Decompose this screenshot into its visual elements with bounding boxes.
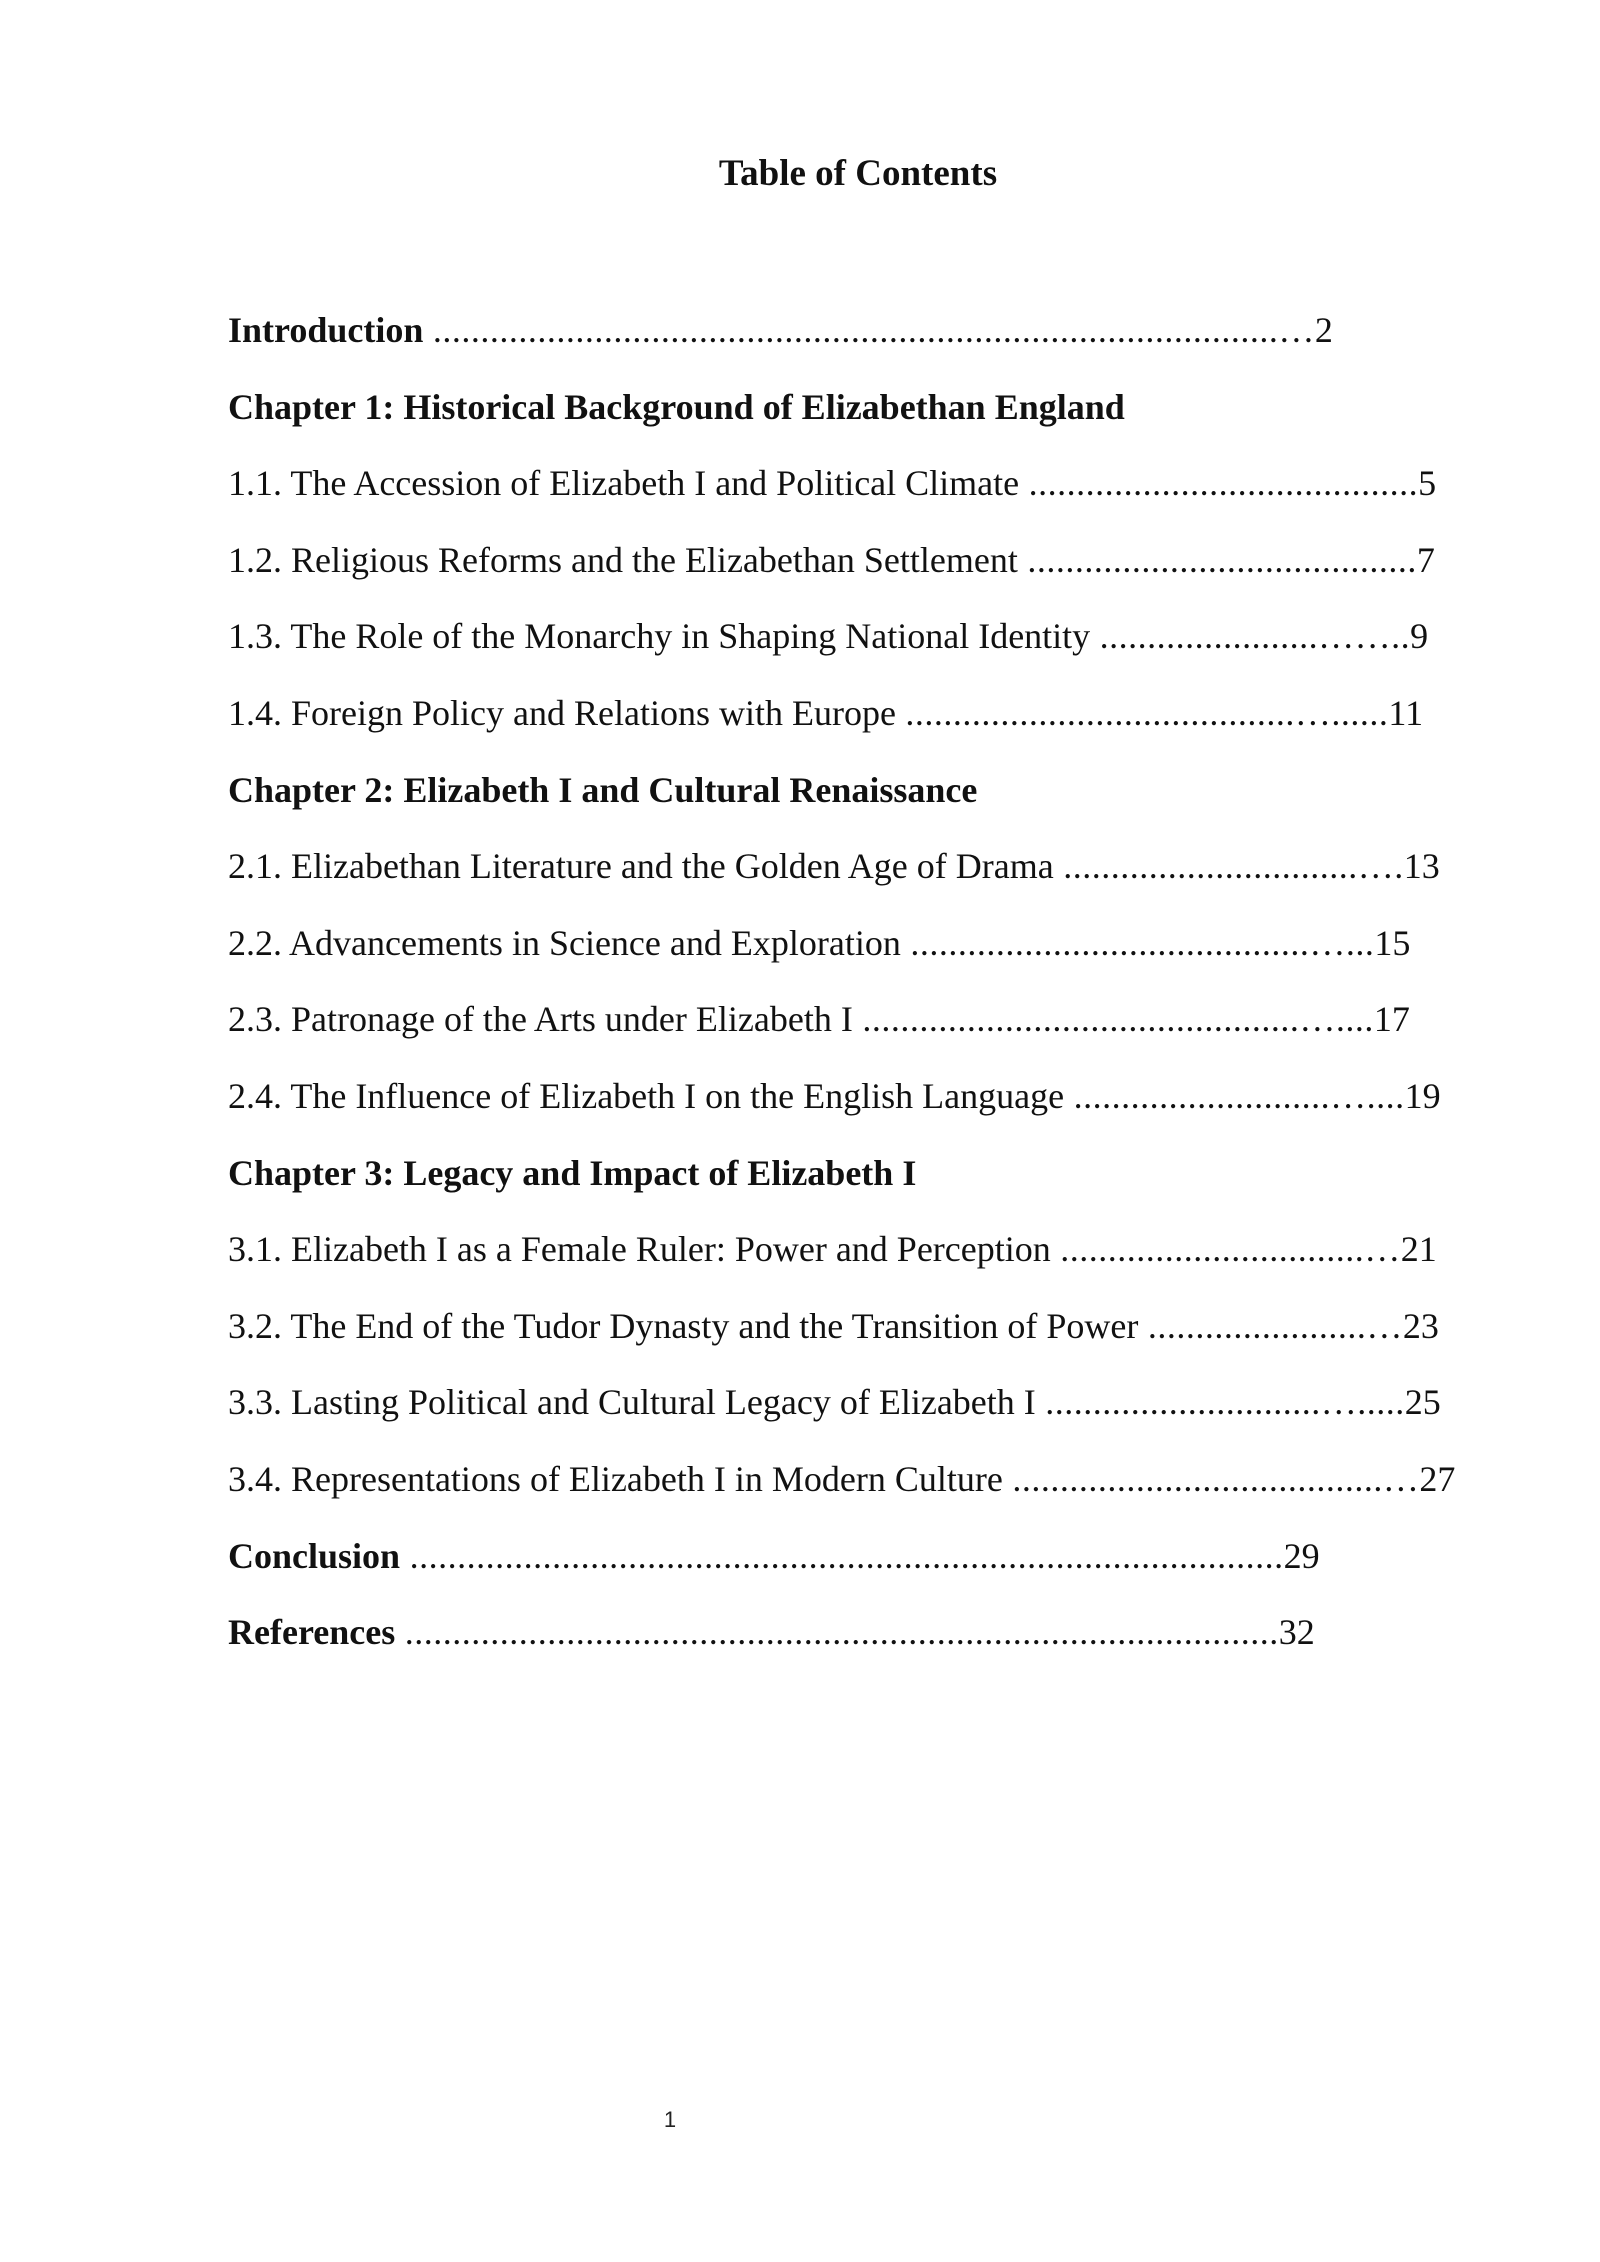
toc-page-number: 2: [1314, 310, 1333, 350]
toc-entry-label: Chapter 1: Historical Background of Elizabethan England: [228, 386, 1125, 427]
toc-entry[interactable]: [228, 1219, 1518, 1296]
toc-entry[interactable]: [228, 1602, 1518, 1679]
toc-entry-label: 3.4. Representations of Elizabeth I in Modern Culture: [228, 1458, 1003, 1499]
toc-entry[interactable]: [228, 1066, 1518, 1143]
toc-entry-label: 2.1. Elizabethan Literature and the Golden Age of Drama: [228, 846, 1054, 887]
toc-leader-dots: ............................................................................................: [400, 1535, 1284, 1576]
toc-entry-label: Conclusion: [228, 1535, 401, 1576]
toc-page-number: 23: [1402, 1305, 1439, 1346]
toc-entry[interactable]: [228, 453, 1518, 530]
toc-entry[interactable]: [228, 989, 1518, 1066]
toc-leader-dots: .............................….....: [1035, 1382, 1405, 1423]
toc-chapter-heading[interactable]: [228, 760, 1518, 837]
toc-entry[interactable]: [228, 1449, 1518, 1526]
toc-page-number: 13: [1403, 846, 1440, 887]
toc-entry-label: 3.2. The End of the Tudor Dynasty and the Transition of Power: [228, 1305, 1139, 1346]
toc-leader-dots: ..............................................…....: [852, 999, 1374, 1040]
toc-leader-dots: .........................................: [1017, 539, 1417, 580]
toc-entry-label: 1.3. The Role of the Monarchy in Shaping National Identity: [228, 616, 1091, 657]
toc-entry[interactable]: [228, 300, 1518, 377]
toc-entry[interactable]: [228, 1372, 1518, 1449]
toc-entry-label: 3.3. Lasting Political and Cultural Legacy of Elizabeth I: [228, 1382, 1036, 1423]
toc-entry[interactable]: [228, 913, 1518, 990]
toc-page-number: 5: [1418, 463, 1437, 504]
toc-entry-label: 1.1. The Accession of Elizabeth I and Political Climate: [228, 463, 1020, 504]
toc-entry[interactable]: [228, 836, 1518, 913]
toc-page-number: 21: [1400, 1229, 1437, 1270]
toc-leader-dots: .........................................................................................…: [423, 310, 1315, 350]
toc-page-number: 9: [1410, 616, 1429, 657]
toc-page-number: 11: [1388, 692, 1424, 733]
toc-entry[interactable]: [228, 683, 1518, 760]
toc-entry[interactable]: [228, 1296, 1518, 1373]
toc-entry-label: 3.1. Elizabeth I as a Female Ruler: Power and Perception: [228, 1229, 1051, 1270]
toc-leader-dots: ...............................….: [1053, 846, 1404, 887]
toc-page-number: 19: [1404, 1075, 1441, 1116]
toc-leader-dots: .........................................: [1019, 463, 1419, 504]
toc-entry[interactable]: [228, 606, 1518, 683]
toc-page-number: 25: [1404, 1382, 1441, 1423]
toc-page-number: 29: [1283, 1535, 1320, 1576]
page-title: Table of Contents: [718, 153, 998, 194]
toc-page-number: 15: [1374, 922, 1411, 963]
toc-entry-label: 2.3. Patronage of the Arts under Elizabeth I: [228, 999, 853, 1040]
toc-leader-dots: .........................................…......: [895, 692, 1389, 733]
toc-leader-dots: ...........................…....: [1064, 1075, 1405, 1116]
toc-entry-label: Chapter 2: Elizabeth I and Cultural Renaissance: [228, 769, 978, 810]
toc-leader-dots: ................................…: [1050, 1229, 1401, 1270]
page-number: 1: [663, 2107, 677, 2132]
toc-entry-label: Chapter 3: Legacy and Impact of Elizabeth I: [228, 1152, 917, 1193]
toc-chapter-heading[interactable]: [228, 377, 1518, 454]
toc-entry-label: References: [228, 1612, 396, 1653]
toc-entry[interactable]: [228, 530, 1518, 607]
toc-entry-label: Introduction: [228, 310, 424, 350]
toc-chapter-heading[interactable]: [228, 1143, 1518, 1220]
toc-leader-dots: .......................……..: [1090, 616, 1411, 657]
toc-leader-dots: .......................................…: [1002, 1458, 1420, 1499]
toc-page-number: 32: [1278, 1612, 1315, 1653]
toc-page-number: 27: [1419, 1458, 1456, 1499]
toc-page-number: 7: [1416, 539, 1435, 580]
toc-entry-label: 1.2. Religious Reforms and the Elizabethan Settlement: [228, 539, 1018, 580]
toc-entry-label: 1.4. Foreign Policy and Relations with Europe: [228, 692, 896, 733]
toc-entry-label: 2.2. Advancements in Science and Exploration: [228, 922, 901, 963]
toc-entry[interactable]: [228, 1526, 1518, 1603]
toc-leader-dots: .......................…: [1138, 1305, 1403, 1346]
toc-leader-dots: ..........................................…...: [900, 922, 1375, 963]
toc-page-number: 17: [1373, 999, 1410, 1040]
toc-leader-dots: ............................................................................................: [395, 1612, 1279, 1653]
toc-list: [228, 300, 1518, 1679]
toc-entry-label: 2.4. The Influence of Elizabeth I on the English Language: [228, 1075, 1065, 1116]
